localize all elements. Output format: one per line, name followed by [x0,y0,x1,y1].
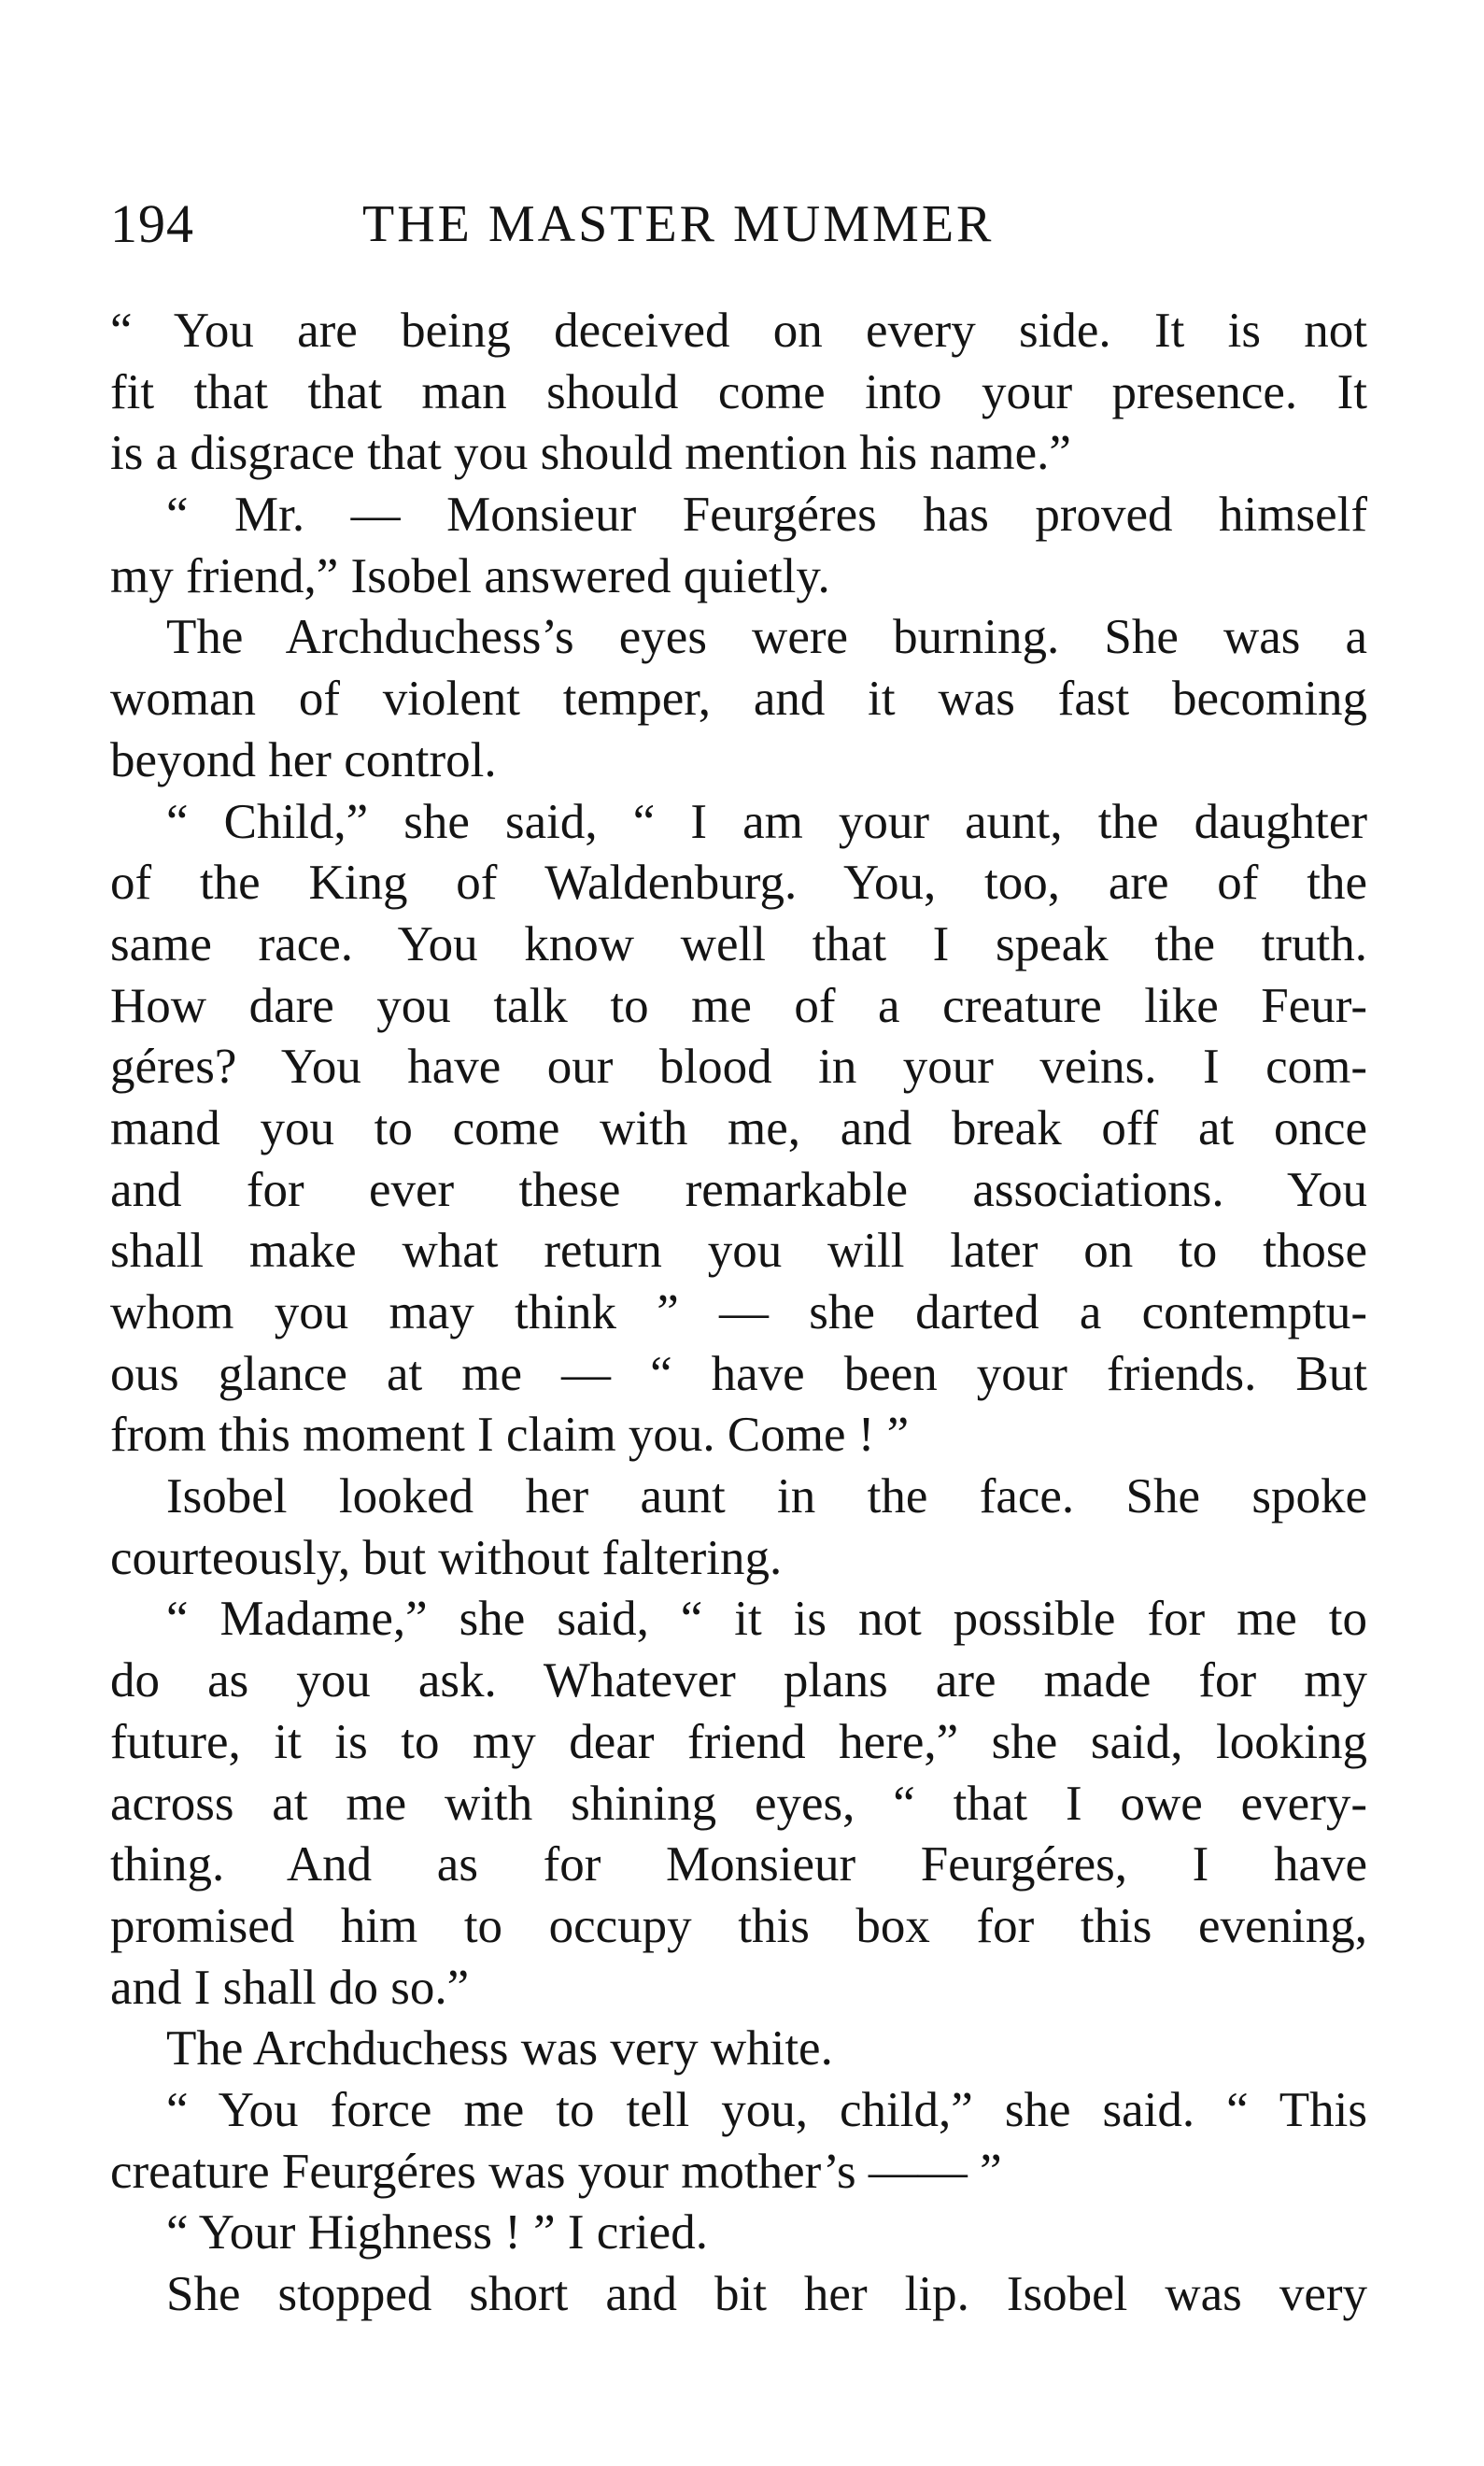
text-line: woman of violent temper, and it was fast becoming [110,672,1367,727]
text-line: is a disgrace that you should mention his name.” [110,426,1071,481]
text-line: promised him to occupy this box for this evening, [110,1898,1367,1953]
text-line: How dare you talk to me of a creature like Feur- [110,978,1367,1033]
text-line: “ Madame,” she said, “ it is not possible for me to [166,1592,1367,1647]
text-line: She stopped short and bit her lip. Isobel was very [166,2267,1367,2321]
text-line: géres? You have our blood in your veins. I com- [110,1040,1367,1095]
text-line: of the King of Waldenburg. You, too, are of the [110,856,1367,911]
text-line: same race. You know well that I speak the truth. [110,916,1367,971]
text-line: mand you to come with me, and break off at once [110,1100,1367,1155]
text-line: future, it is to my dear friend here,” she said, looking [110,1714,1367,1769]
text-line: and for ever these remarkable associations. You [110,1162,1367,1217]
text-line: The Archduchess was very white. [166,2021,833,2076]
text-line: whom you may think ” — she darted a contemptu- [110,1285,1367,1339]
text-line: thing. And as for Monsieur Feurgéres, I have [110,1837,1367,1892]
running-title: THE MASTER MUMMER [362,195,995,253]
text-line: and I shall do so.” [110,1960,470,2015]
text-line: “ Your Highness ! ” I cried. [166,2205,708,2260]
text-line: Isobel looked her aunt in the face. She spoke [166,1469,1367,1524]
text-line: “ Child,” she said, “ I am your aunt, the daughter [166,794,1367,849]
page-header [110,187,1367,262]
text-line: do as you ask. Whatever plans are made for my [110,1653,1367,1708]
text-line: The Archduchess’s eyes were burning. She was a [166,610,1367,665]
text-line: “ Mr. — Monsieur Feurgéres has proved himself [166,488,1367,543]
text-line: ous glance at me — “ have been your friends. But [110,1346,1367,1401]
text-line: my friend,” Isobel answered quietly. [110,548,830,603]
page-number: 194 [110,193,194,254]
text-line: beyond her control. [110,732,497,787]
text-line: fit that that man should come into your presence. It [110,364,1367,419]
body-text [110,301,1367,2326]
text-line: creature Feurgéres was your mother’s —— ” [110,2144,1002,2199]
text-line: shall make what return you will later on to those [110,1224,1367,1279]
text-line: “ You force me to tell you, child,” she said. “ This [166,2082,1367,2137]
text-line: from this moment I claim you. Come ! ” [110,1408,910,1463]
text-line: across at me with shining eyes, “ that I owe every- [110,1776,1367,1831]
text-line: courteously, but without faltering. [110,1530,783,1585]
text-line: “ You are being deceived on every side. It is not [110,304,1367,358]
